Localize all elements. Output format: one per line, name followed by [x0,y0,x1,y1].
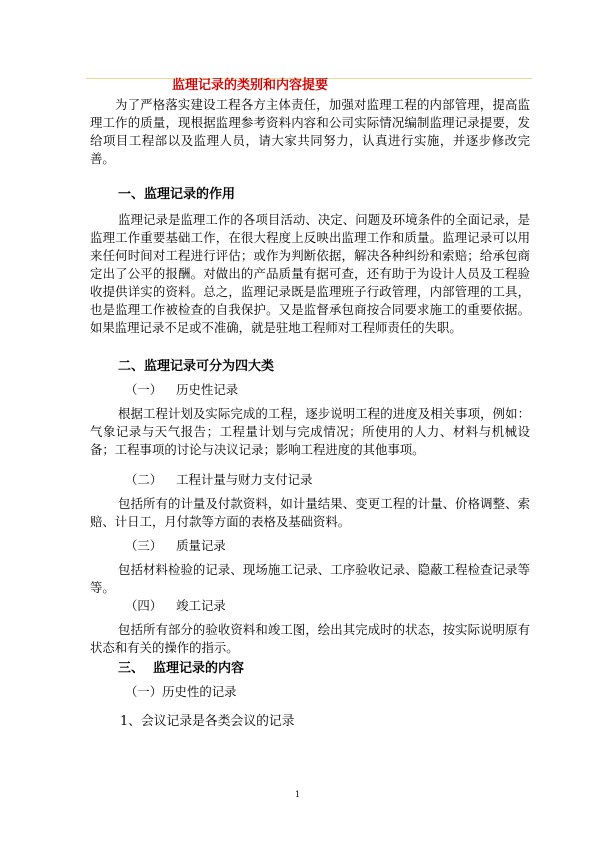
category-3-body: 包括材料检验的记录、现场施工记录、工序验收记录、隐蔽工程检查记录等等。 [90,562,530,595]
category-1-body: 根据工程计划及实际完成的工程，逐步说明工程的进度及相关事项，例如：气象记录与天气报告；工程量计划与完成情况；所使用的人力、材料与机械设备；工程事项的讨论与决议记录；影响工程进度的其他事项。 [90,406,530,457]
section-heading-1: 一、监理记录的作用 [118,187,236,202]
category-2-heading [125,471,312,489]
section-3-subheading: （一）历史性的记录 [125,684,237,699]
category-1-label: 历史性记录 [176,382,239,397]
category-2-label: 工程计量与财力支付记录 [176,472,313,487]
section-heading-3: 三、 监理记录的内容 [118,661,245,676]
category-3-heading [125,537,226,555]
category-4-label: 竣工记录 [176,598,226,613]
category-2-body: 包括所有的计量及付款资料，如计量结果、变更工程的计量、价格调整、索赔、计日工，月付款等方面的表格及基础资料。 [90,496,530,529]
section-1-body: 监理记录是监理工作的各项目活动、决定、问题及环境条件的全面记录，是监理工作重要基础工作，在很大程度上反映出监理工作和质量。监理记录可以用来任何时间对工程进行评估；或作为判断依据，解决各种纠纷和索赔；给承包商定出了公平的报酬。对做出的产品质量有据可查，还有助于为设计人员及工程验收提供详实的资料。总之，监理记录既是监理班子行政管理，内部管理的工具，也是监理工作被检查的自我保护。又是监督承包商按合同要求施工的重要依据。如果监理记录不足或不准确，就是驻地工程师对工程师责任的失职。 [90,212,530,335]
category-2-number: （二） [125,472,163,487]
category-4-number: （四） [125,598,163,613]
intro-paragraph: 为了严格落实建设工程各方主体责任，加强对监理工程的内部管理，提高监理工作的质量，现根据监理参考资料内容和公司实际情况编制监理记录提要，发给项目工程部以及监理人员，请大家共同努力，认真进行实施，并逐步修改完善。 [90,97,530,166]
page-number: 1 [294,790,301,799]
category-3-label: 质量记录 [176,538,226,553]
category-3-number: （三） [125,538,163,553]
category-1-number: （一） [125,382,163,397]
section-heading-2: 二、监理记录可分为四大类 [118,359,275,374]
document-title: 监理记录的类别和内容提要 [172,78,329,93]
category-1-heading [125,381,238,399]
section-3-item-1: 1、会议记录是各类会议的记录 [120,714,295,729]
category-4-body: 包括所有部分的验收资料和竣工图，绘出其完成时的状态，按实际说明原有状态和有关的操作的指示。 [90,622,530,655]
category-4-heading [125,597,226,615]
